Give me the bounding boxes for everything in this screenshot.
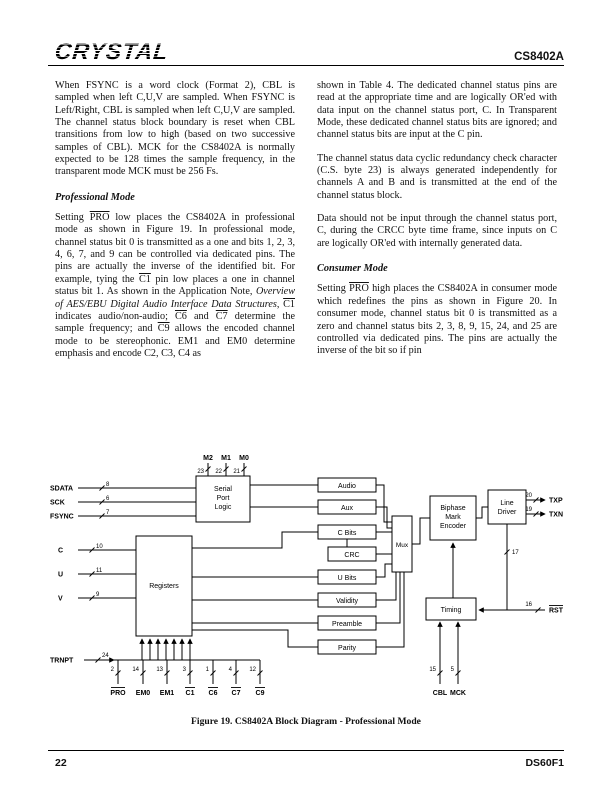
paragraph-crcc-input: Data should not be input through the channel status port, C, during the CRCC byte time frame, since inputs on C are logically OR'ed with internally generated data. [317,213,557,249]
heading-professional-mode: Professional Mode [55,191,135,203]
paragraph-crc-character: The channel status data cyclic redundancy check character (C.S. byte 23) is always generated independently for channels A and B and is transmitted at the end of the channel status block. [317,152,557,201]
page-number: 22 [55,757,67,769]
right-column [317,80,557,371]
pin-label-txp: TXP [549,497,563,505]
heading-consumer-mode: Consumer Mode [317,263,388,275]
pin-num-v: 9 [96,592,100,598]
pin-label-c6: C6 [208,690,218,697]
biphase-label3: Encoder [439,523,467,530]
block-diagram [48,452,564,704]
line-driver-block [488,490,526,524]
line-driver-label: Line [500,500,514,507]
pin-num-txp: 20 [525,493,532,499]
figure-caption: Figure 19. CS8402A Block Diagram - Professional Mode [191,716,421,727]
biphase-label2: Mark [445,514,461,521]
doc-number: DS60F1 [525,757,564,769]
pin-num-fsync: 7 [106,510,110,516]
serial-port-logic-label: Serial [214,486,232,493]
pin-num-pro: 2 [110,667,114,673]
pin-label-pro: PRO [110,690,126,697]
diagram-blocks [136,476,526,654]
c-bits-label: C Bits [337,530,357,537]
pin-label-v: V [58,595,63,603]
serial-port-logic-label3: Logic [214,504,232,511]
block-diagram-figure [48,452,564,727]
pin-num-17: 17 [512,550,519,556]
pin-num-cbl: 15 [429,667,436,673]
diagram-pins [50,455,564,697]
pin-label-em1: EM1 [159,690,175,697]
pin-num-m2: 23 [197,469,204,475]
pin-label-c1: C1 [185,690,195,697]
pin-label-c: C [58,547,64,555]
timing-label: Timing [440,607,462,614]
pin-label-sck: SCK [50,499,65,507]
paragraph-fsync-cbl: When FSYNC is a word clock (Format 2), CBL is sampled when left C,U,V are sampled. When FSYNC is Left/Right, CBL is sampled when left C,U,V are sampled. The channel status block boundary is reset when CBL transitions from low to high (based on two successive samples of CBL). MCK for the CS8402A is normally expected to be 128 times the sample frequency, in the transparent mode MCK must be 256 Fs. [55,80,295,178]
pin-label-c7: C7 [231,690,241,697]
pin-label-c9: C9 [255,690,265,697]
pin-label-trnpt: TRNPT [50,657,74,665]
pin-label-rst: RST [549,607,563,615]
line-driver-label2: Driver [497,509,517,516]
crc-label: CRC [344,552,360,559]
pin-num-c1: 3 [182,667,186,673]
paragraph-channel-status-pins: shown in Table 4. The dedicated channel status pins are read at the appropriate time and are logically OR'ed with data input on the channel status port, C. In Transparent Mode, these dedicated channel status bits are ignored; and channel status bits are input at the C pin. [317,80,557,141]
mux-label: Mux [395,542,409,549]
left-column [55,80,295,371]
body-columns [55,80,557,371]
pin-label-m1: M1 [221,455,231,462]
pin-num-mck: 5 [450,667,454,673]
pin-num-em0: 14 [132,667,139,673]
aux-label: Aux [340,505,354,512]
pin-num-rst: 16 [525,602,532,608]
parity-label: Parity [338,645,356,652]
pin-num-trnpt: 24 [102,653,109,659]
pin-num-sdata: 8 [106,482,110,488]
pin-label-mck: MCK [450,690,466,697]
pin-label-cbl: CBL [432,690,448,697]
part-number: CS8402A [514,51,564,63]
pin-label-em0: EM0 [135,690,151,697]
pin-label-sdata: SDATA [50,485,74,493]
validity-label: Validity [335,598,359,605]
pin-label-m2: M2 [203,455,213,462]
paragraph-professional-mode: Setting $\overline{PRO}$ low places the CS8402A in professional mode as shown in Figure 19. In professional mode, channel status bit 0 is transmitted as a one and bits 1, 2, 3, 4, 6, 7, and 9 can be controlled via dedicated pins. The pins are actually the inverse of the identified bit. For example, tying the C1 pin low places a one in channel status bit 1. As shown in the Application Note, Overview of AES/EBU Digital Audio Interface Data Structures, C1 indicates audio/non-audio; C6 and C7 determine the sample frequency; and C9 allows the encoded channel mode to be stereophonic. EM1 and EM0 determine emphasis and encode C2, C3, C4 as [55,212,296,359]
pin-num-c6: 1 [205,667,209,673]
pin-num-m0: 21 [233,469,240,475]
pin-num-txn: 19 [525,507,532,513]
audio-label: Audio [338,483,356,490]
footer-rule [48,750,564,751]
pin-num-c: 10 [96,544,103,550]
biphase-label: Biphase [440,505,466,512]
page-header [48,33,564,64]
pin-label-txn: TXN [549,511,563,519]
registers-label: Registers [149,583,179,590]
pin-label-u: U [58,571,64,579]
crystal-logo: CRYSTAL [53,38,170,64]
serial-port-logic-label2: Port [216,495,230,502]
pin-label-fsync: FSYNC [50,513,74,521]
preamble-label: Preamble [332,621,362,628]
pin-num-u: 11 [96,568,103,574]
u-bits-label: U Bits [337,575,357,582]
pin-num-m1: 22 [215,469,222,475]
pin-label-m0: M0 [239,455,249,462]
pin-num-c9: 12 [249,667,256,673]
paragraph-consumer-mode: Setting $\overline{PRO}$ high places the CS8402A in consumer mode which redefines the pins as shown in Figure 20. In consumer mode, channel status bit 0 is transmitted as a zero and channel status bits 2, 3, 8, 9, 15, 24, and 25 are controlled via dedicated pins. The pins are actually the inverse of the bit so if pin [317,283,557,357]
pin-num-em1: 13 [156,667,163,673]
pin-num-c7: 4 [228,667,232,673]
pin-num-sck: 6 [106,496,110,502]
header-rule [48,65,564,66]
page-footer [48,750,564,769]
